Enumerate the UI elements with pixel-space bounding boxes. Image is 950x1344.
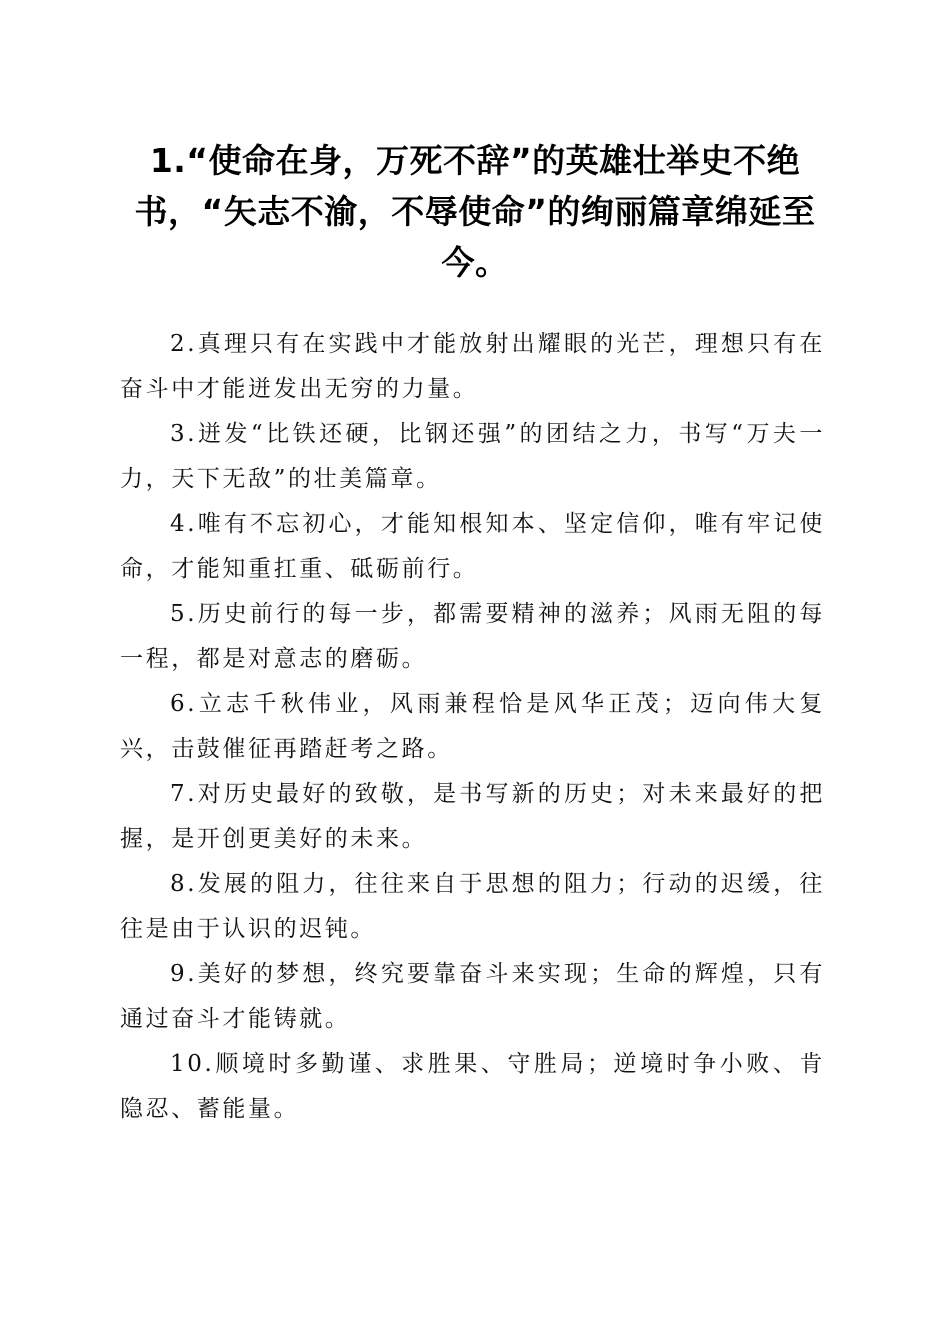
paragraph-4: 4.唯有不忘初心，才能知根知本、坚定信仰，唯有牢记使命，才能知重扛重、砥砺前行。 — [120, 511, 825, 582]
paragraph-8: 8.发展的阻力，往往来自于思想的阻力；行动的迟缓，往往是由于认识的迟钝。 — [120, 871, 825, 942]
paragraph-10: 10.顺境时多勤谨、求胜果、守胜局；逆境时争小败、肯隐忍、蓄能量。 — [120, 1051, 825, 1122]
document-title: 1.“使命在身，万死不辞”的英雄壮举史不绝书，“矢志不渝，不辱使命”的绚丽篇章绵延至今。 — [134, 141, 816, 282]
paragraph-2: 2.真理只有在实践中才能放射出耀眼的光芒，理想只有在奋斗中才能迸发出无穷的力量。 — [120, 331, 825, 402]
document-body — [120, 322, 825, 1132]
paragraph-5: 5.历史前行的每一步，都需要精神的滋养；风雨无阻的每一程，都是对意志的磨砺。 — [120, 601, 825, 672]
paragraph-3: 3.迸发“比铁还硬，比钢还强”的团结之力，书写“万夫一力，天下无敌”的壮美篇章。 — [120, 421, 825, 492]
paragraph-7: 7.对历史最好的致敬，是书写新的历史；对未来最好的把握，是开创更美好的未来。 — [120, 781, 825, 852]
paragraph-9: 9.美好的梦想，终究要靠奋斗来实现；生命的辉煌，只有通过奋斗才能铸就。 — [120, 961, 825, 1032]
paragraph-6: 6.立志千秋伟业，风雨兼程恰是风华正茂；迈向伟大复兴，击鼓催征再踏赶考之路。 — [120, 691, 825, 762]
